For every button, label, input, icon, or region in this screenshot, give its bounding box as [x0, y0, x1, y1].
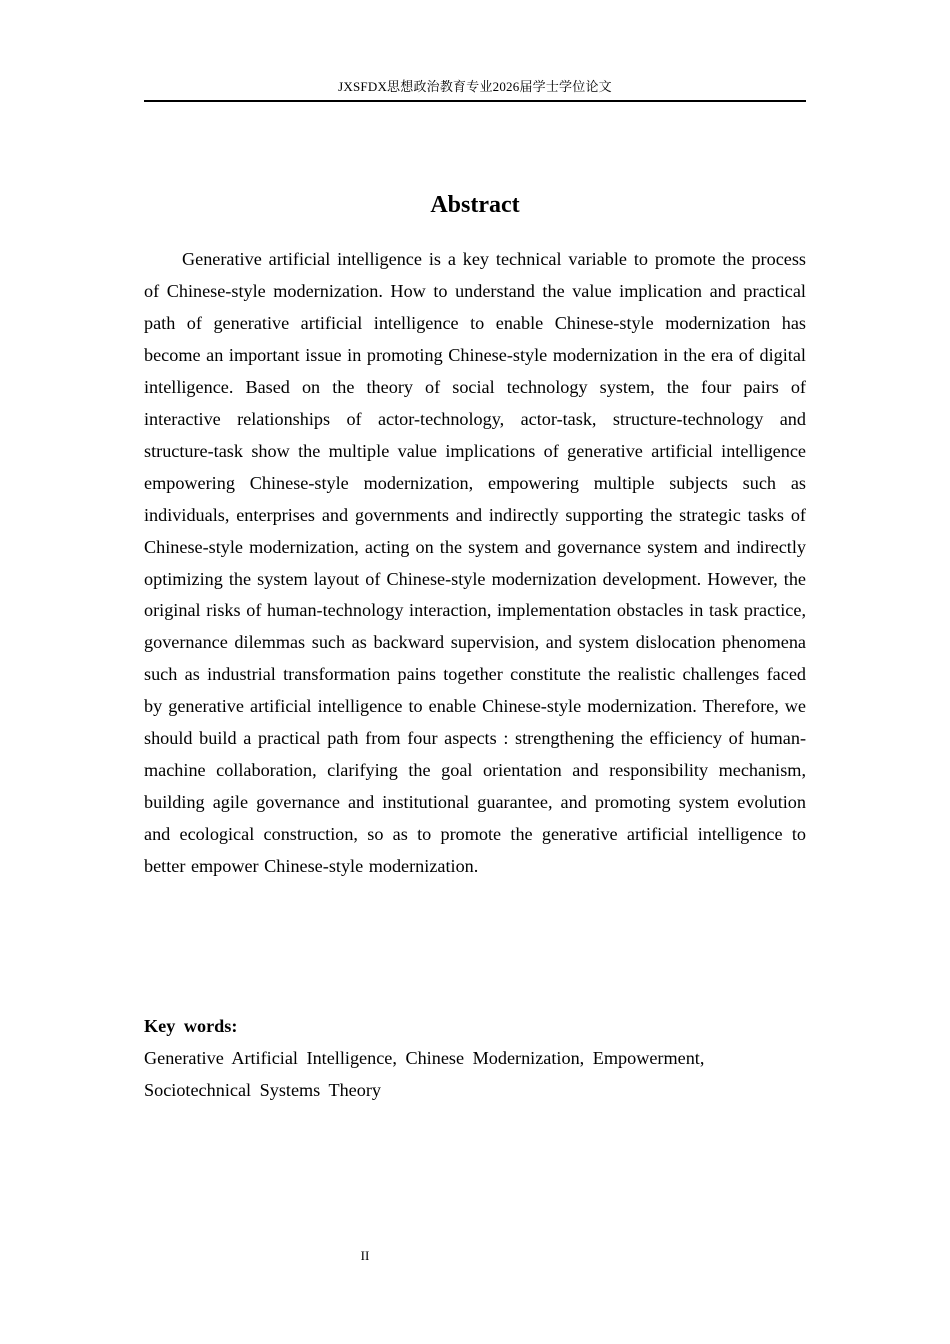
keywords-label: Key words: — [144, 1016, 238, 1036]
header-rule — [144, 100, 806, 102]
running-header: JXSFDX思想政治教育专业2026届学士学位论文 — [338, 79, 612, 94]
abstract-body: Generative artificial intelligence is a key technical variable to promote the process of Chinese-style modernization. How to understand the value implication and practical path of generative artificial intelligence to enable Chinese-style modernization has become an important issue in promoting Chinese-style modernization in the era of digital intelligence. Based on the theory of social technology system, the four pairs of interactive relationships of actor-technology, actor-task, structure-technology and structure-task show the multiple value implications of generative artificial intelligence empowering Chinese-style modernization, empowering multiple subjects such as individuals, enterprises and governments and indirectly supporting the strategic tasks of Chinese-style modernization, acting on the system and governance system and indirectly optimizing the system layout of Chinese-style modernization development. However, the original risks of human-technology interaction, implementation obstacles in task practice, governance dilemmas such as backward supervision, and system dislocation phenomena such as industrial transformation pains together constitute the realistic challenges faced by generative artificial intelligence to enable Chinese-style modernization. Therefore, we should build a practical path from four aspects : strengthening the efficiency of human-machine collaboration, clarifying the goal orientation and responsibility mechanism, building agile governance and institutional guarantee, and promoting system evolution and ecological construction, so as to promote the generative artificial intelligence to better empower Chinese-style modernization. — [144, 249, 806, 877]
page-number: II — [360, 1248, 370, 1263]
keywords-text: Generative Artificial Intelligence, Chinese Modernization, Empowerment, Sociotechnical Systems Theory — [144, 1048, 705, 1100]
abstract-title: Abstract — [430, 192, 520, 218]
